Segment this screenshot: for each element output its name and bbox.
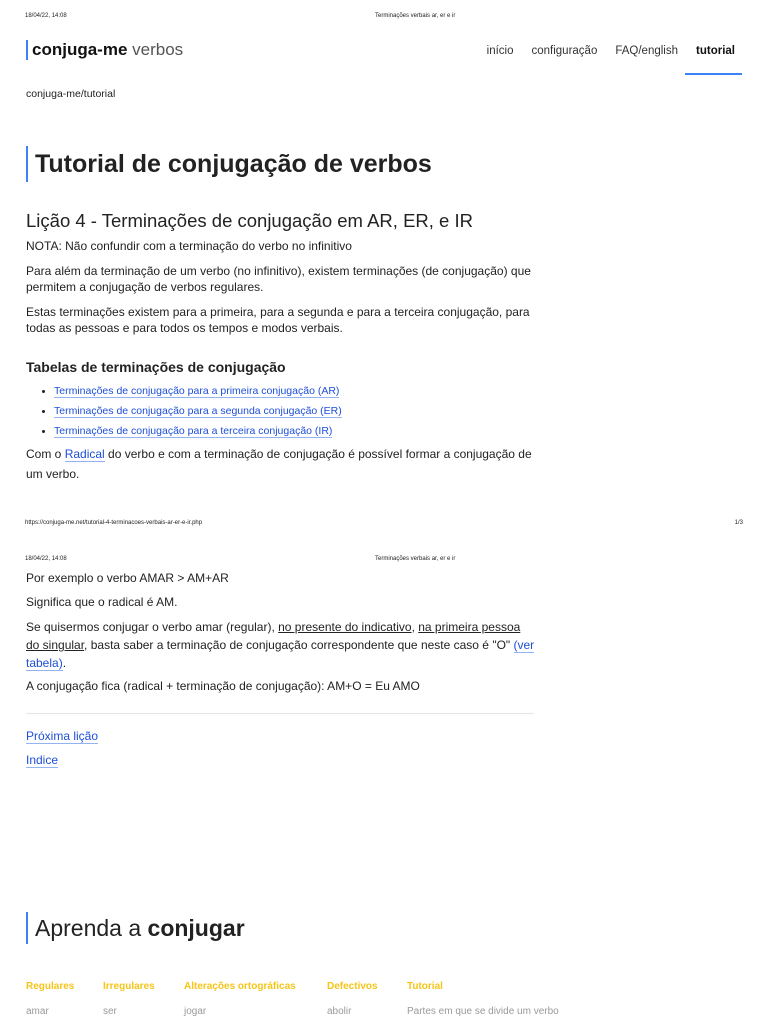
nav-link-configuracao[interactable]: configuração	[531, 45, 598, 57]
conj-text-pre: Se quisermos conjugar o verbo amar (regular),	[26, 620, 279, 634]
presente-indicativo-link[interactable]: no presente do indicativo	[278, 620, 412, 634]
list-item	[26, 404, 536, 418]
divider	[26, 713, 534, 714]
brand-name: conjuga-me	[32, 40, 128, 59]
nav-link-inicio[interactable]: início	[486, 45, 514, 57]
lesson-nav	[26, 728, 536, 768]
learn-title	[26, 912, 245, 944]
footer-item[interactable]: amar	[26, 1006, 49, 1017]
footer-heading[interactable]: Defectivos	[327, 981, 378, 992]
learn-title-prefix: Aprenda a	[35, 915, 148, 941]
footer-col-tutorial	[407, 980, 559, 1018]
top-nav	[26, 40, 742, 76]
table-link-er[interactable]: Terminações de conjugação para a segunda conjugação (ER)	[54, 405, 342, 417]
radical-text-pre: Com o	[26, 447, 65, 461]
footer-heading[interactable]: Alterações ortográficas	[184, 981, 296, 992]
table-link-ar[interactable]: Terminações de conjugação para a primeira conjugação (AR)	[54, 385, 340, 397]
lesson-paragraph-2: Estas terminações existem para a primeira, para a segunda e para a terceira conjugação, para todas as pessoas e para todos os tempos e modos verbais.	[26, 305, 530, 335]
footer-col-regulares	[26, 980, 74, 1018]
conj-text-comma: ,	[411, 620, 419, 634]
conj-text-end: .	[62, 656, 67, 670]
lesson-note: NOTA: Não confundir com a terminação do verbo no infinitivo	[26, 239, 352, 253]
radical-paragraph	[26, 444, 536, 484]
index-link[interactable]: Indice	[26, 753, 59, 767]
learn-title-bold: conjugar	[147, 915, 245, 941]
print-datetime-2: 18/04/22, 14:08	[25, 556, 67, 562]
main-menu	[476, 44, 742, 75]
footer-heading[interactable]: Irregulares	[103, 981, 155, 992]
nav-link-tutorial[interactable]: tutorial	[685, 44, 742, 75]
footer-heading[interactable]: Regulares	[26, 981, 75, 992]
list-item	[26, 424, 536, 438]
breadcrumb: conjuga-me/tutorial	[26, 88, 116, 100]
footer-col-alteracoes	[184, 980, 296, 1018]
footer-heading[interactable]: Tutorial	[407, 981, 443, 992]
list-item	[26, 384, 536, 398]
print-doc-title-2: Terminações verbais ar, er e ir	[375, 556, 456, 562]
footer-item[interactable]: Partes em que se divide um verbo	[407, 1006, 559, 1017]
table-link-ir[interactable]: Terminações de conjugação para a terceira conjugação (IR)	[54, 425, 333, 437]
print-datetime: 18/04/22, 14:08	[25, 13, 67, 19]
conjugation-paragraph	[26, 618, 536, 672]
lesson-title: Lição 4 - Terminações de conjugação em AR, ER, e IR	[26, 210, 473, 231]
print-page-number: 1/3	[734, 520, 743, 526]
brand-logo[interactable]	[26, 40, 183, 60]
footer-col-defectivos	[327, 980, 378, 1018]
tables-list	[26, 384, 536, 438]
footer-item[interactable]: abolir	[327, 1006, 352, 1017]
print-url: https://conjuga-me.net/tutorial-4-terminacoes-verbais-ar-er-e-ir.php	[25, 520, 203, 526]
radical-text-post: do verbo e com a terminação de conjugação é possível formar a conjugação de um verbo.	[26, 447, 532, 481]
footer-col-irregulares	[103, 980, 155, 1018]
radical-link[interactable]: Radical	[64, 447, 105, 461]
next-lesson-link[interactable]: Próxima lição	[26, 729, 99, 743]
footer-item[interactable]: jogar	[184, 1006, 207, 1017]
conj-text-mid: , basta saber a terminação de conjugação correspondente que neste caso é "O"	[84, 638, 514, 652]
result-text: A conjugação fica (radical + terminação de conjugação): AM+O = Eu AMO	[26, 679, 420, 693]
meaning-text: Significa que o radical é AM.	[26, 595, 178, 609]
primeira-pessoa-link[interactable]: na primeira pessoa do singular	[26, 620, 521, 652]
print-doc-title: Terminações verbais ar, er e ir	[375, 13, 456, 19]
lesson-section-2	[26, 570, 536, 694]
brand-suffix: verbos	[132, 40, 184, 59]
lesson-paragraph-1: Para além da terminação de um verbo (no infinitivo), existem terminações (de conjugação) que permitem a conjugação de verbos regulares.	[26, 264, 531, 294]
tables-heading: Tabelas de terminações de conjugação	[26, 359, 286, 375]
ver-tabela-link[interactable]: (ver tabela)	[26, 638, 535, 670]
example-text: Por exemplo o verbo AMAR > AM+AR	[26, 571, 229, 585]
nav-link-faq[interactable]: FAQ/english	[615, 45, 679, 57]
page-title: Tutorial de conjugação de verbos	[26, 146, 432, 182]
lesson-section	[26, 210, 536, 484]
footer-item[interactable]: ser	[103, 1006, 117, 1017]
